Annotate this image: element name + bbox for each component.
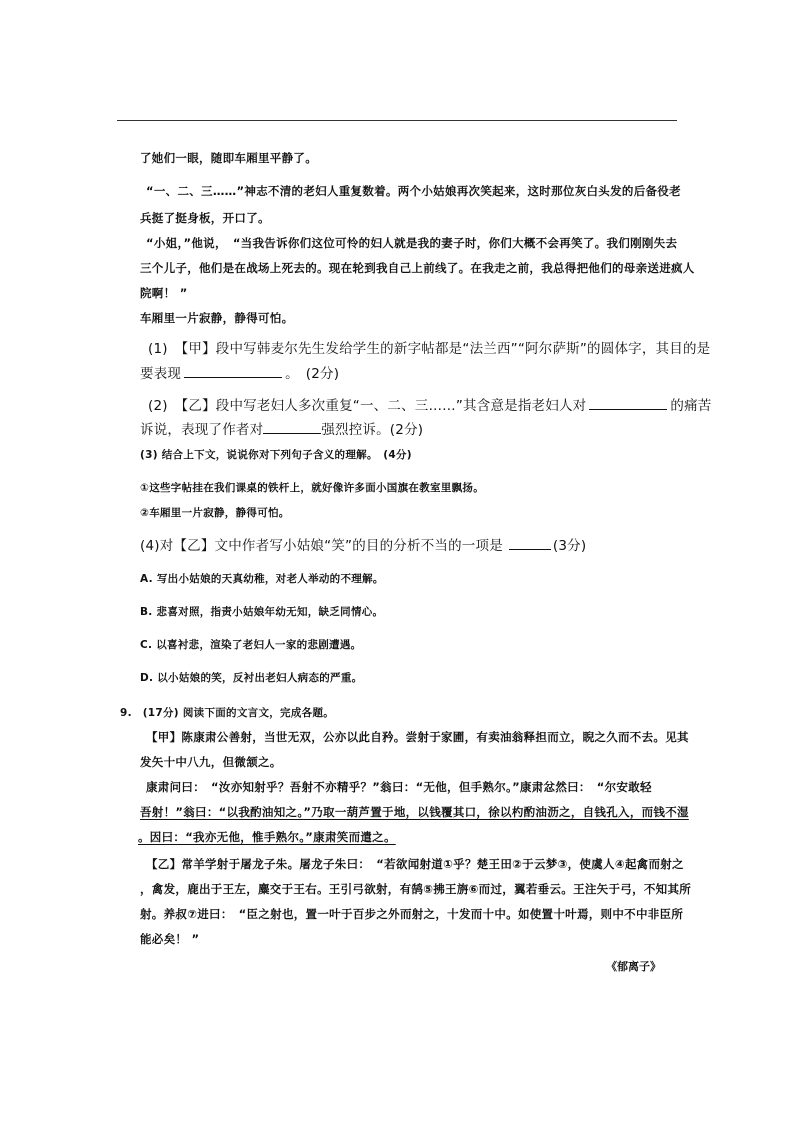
classical-text-underlined: 吾射！”翁曰：“以我酌油知之。”乃取一葫芦置于地，以钱覆其口，徐以杓酌油沥之，自钱孔入，而钱不湿 (140, 805, 689, 819)
option-d: D. 以小姑娘的笑，反衬出老妇人病态的严重。 (140, 672, 363, 684)
passage-line: 车厢里一片寂静，静得可怕。 (140, 311, 294, 325)
question-3-sentence: ②车厢里一片寂静，静得可怕。 (140, 507, 290, 519)
answer-blank[interactable] (184, 365, 282, 378)
classical-text-line: 【甲】陈康肃公善射，当世无双，公亦以此自矜。尝射于家圃，有卖油翁释担而立，睨之久而不去。见其 (146, 730, 689, 744)
classical-text-underlined: 。因曰：“我亦无他，惟手熟尔。”康肃笑而遣之。 (138, 830, 396, 844)
classical-text-line: 能必矣！ ” (140, 932, 200, 946)
question-4-stem (140, 537, 586, 554)
question-1-line: (1) 【甲】段中写韩麦尔先生发给学生的新字帖都是“法兰西”“阿尔萨斯”的圆体字，其目的是 (148, 341, 711, 357)
question-1-text: 要表现 (140, 366, 182, 382)
classical-text-line: 射。养叔⑦进曰： “臣之射也，置一叶于百步之外而射之，十发而十中。如使置十叶焉，则中不中非臣所 (140, 907, 684, 921)
passage-line: 三个儿子，他们是在战场上死去的。现在轮到我自己上前线了。在我走之前，我总得把他们的母亲送进疯人 (140, 261, 695, 275)
question-4-text: (4)对【乙】文中作者写小姑娘“笑”的目的分析不当的一项是 (140, 538, 503, 554)
question-9-heading: 9. (17分) 阅读下面的文言文，完成各题。 (120, 707, 335, 719)
question-2-text: 的痛苦 (670, 398, 712, 414)
question-2-text: (2) 【乙】段中写老妇人多次重复“一、二、三……”其含意是指老妇人对 (148, 398, 587, 414)
classical-text-line: 康肃问曰： “汝亦知射乎？吾射不亦精乎？”翁曰：“无他，但手熟尔。”康肃忿然曰： “尔安敢轻 (146, 780, 652, 794)
passage-line: 兵挺了挺身板，开口了。 (140, 211, 270, 225)
passage-line: 院啊！ ” (140, 286, 188, 300)
answer-blank[interactable] (263, 421, 321, 434)
option-b: B. 悲喜对照，指责小姑娘年幼无知，缺乏同情心。 (140, 606, 384, 618)
option-a: A. 写出小姑娘的天真幼稚，对老人举动的不理解。 (140, 573, 384, 585)
question-2-text: 强烈控诉。(2分) (321, 422, 424, 438)
header-divider (117, 120, 677, 121)
classical-text-line: 【乙】常羊学射于屠龙子朱。屠龙子朱曰： “若欲闻射道①乎？楚王田②于云梦③，使虞人④起禽而射之 (146, 857, 684, 871)
classical-text-line (138, 829, 396, 845)
answer-blank[interactable] (589, 397, 667, 410)
option-c: C. 以喜衬悲，渲染了老妇人一家的悲剧遭遇。 (140, 639, 362, 651)
classical-text-line: 发矢十中八九，但微颔之。 (140, 755, 282, 769)
answer-blank[interactable] (509, 537, 551, 550)
passage-line: 了她们一眼，随即车厢里平静了。 (140, 151, 317, 165)
passage-line: “一、二、三……”神志不清的老妇人重复数着。两个小姑娘再次笑起来，这时那位灰白头发的后备役老 (146, 184, 681, 198)
question-2-line (148, 397, 711, 414)
question-1-line (140, 365, 339, 382)
classical-text-line: ，禽发，鹿出于王左，麋交于王右。王引弓欲射，有鹄⑤拂王旃⑥而过，翼若垂云。王注矢于弓，不知其所 (140, 882, 692, 896)
question-1-text: 。 (2分) (285, 366, 340, 382)
question-4-text: (3分) (552, 538, 587, 554)
passage-line: “小姐，”他说， “当我告诉你们这位可怜的妇人就是我的妻子时，你们大概不会再笑了。我们刚刚失去 (146, 236, 678, 250)
question-3-sentence: ①这些字帖挂在我们课桌的铁杆上，就好像许多面小国旗在教室里飘扬。 (140, 482, 484, 494)
question-2-text: 诉说，表现了作者对 (140, 422, 264, 438)
source-citation: 《郁离子》 (606, 960, 661, 973)
question-2-line (140, 421, 423, 438)
question-3-line: (3) 结合上下文，说说你对下列句子含义的理解。 (4分) (140, 449, 412, 461)
